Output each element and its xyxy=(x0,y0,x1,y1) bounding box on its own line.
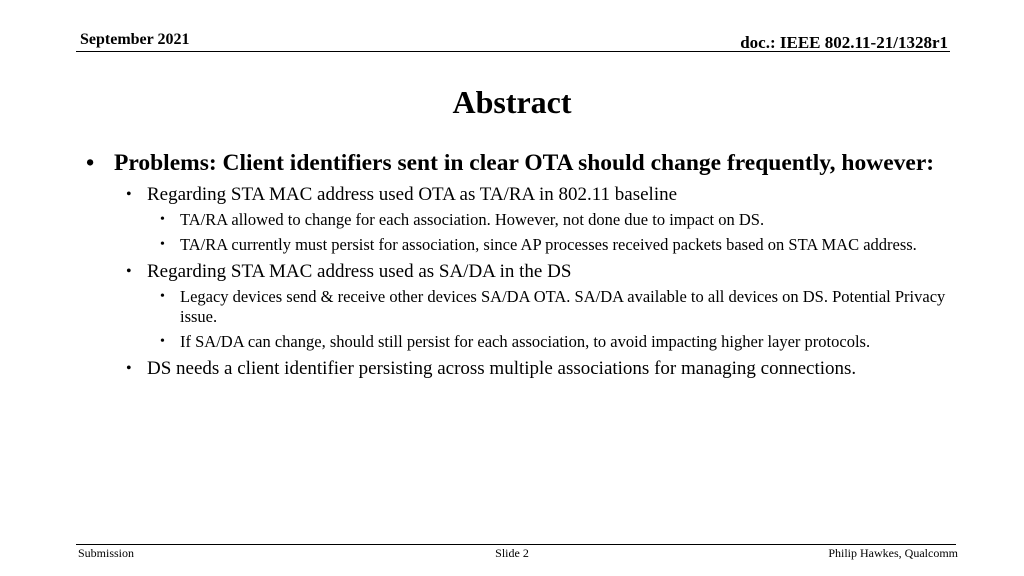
bullet-level3 xyxy=(156,332,964,352)
bullet-dot-icon: • xyxy=(126,186,132,203)
footer-submission: Submission xyxy=(78,546,135,560)
slide-title: Abstract xyxy=(452,84,572,120)
bullet-level3 xyxy=(156,287,964,327)
bullet-text: DS needs a client identifier persisting across multiple associations for managing connections. xyxy=(147,358,857,379)
header-divider xyxy=(76,51,950,52)
bullet-dot-icon: • xyxy=(160,334,165,349)
bullet-level2 xyxy=(122,183,964,206)
bullet-level3 xyxy=(156,235,964,255)
bullet-text: If SA/DA can change, should still persist for each association, to avoid impacting higher layer protocols. xyxy=(180,332,871,351)
footer-divider xyxy=(76,544,956,545)
bullet-text: Legacy devices send & receive other devices SA/DA OTA. SA/DA available to all devices on DS. Potential Privacy issue. xyxy=(180,287,946,326)
bullet-text: TA/RA allowed to change for each association. However, not done due to impact on DS. xyxy=(180,210,765,229)
bullet-text: Problems: Client identifiers sent in clear OTA should change frequently, however: xyxy=(114,150,935,176)
slide-body xyxy=(84,150,964,384)
bullet-level1 xyxy=(84,150,964,176)
header-date: September 2021 xyxy=(80,31,190,48)
bullet-level3 xyxy=(156,210,964,230)
bullet-dot-icon: • xyxy=(126,360,132,377)
bullet-dot-icon: • xyxy=(160,289,165,304)
bullet-text: TA/RA currently must persist for association, since AP processes received packets based on STA MAC address. xyxy=(180,235,917,254)
header-doc-id: doc.: IEEE 802.11-21/1328r1 xyxy=(740,33,948,52)
footer-author: Philip Hawkes, Qualcomm xyxy=(828,546,958,560)
footer-slide-number: Slide 2 xyxy=(495,546,529,560)
bullet-text: Regarding STA MAC address used as SA/DA in the DS xyxy=(147,261,572,282)
bullet-dot-icon: • xyxy=(160,212,165,227)
bullet-level2 xyxy=(122,357,964,380)
bullet-dot-icon: • xyxy=(126,263,132,280)
bullet-level2 xyxy=(122,260,964,283)
bullet-dot-icon: • xyxy=(160,237,165,252)
bullet-text: Regarding STA MAC address used OTA as TA/RA in 802.11 baseline xyxy=(147,184,678,205)
bullet-dot-icon: • xyxy=(86,150,95,176)
